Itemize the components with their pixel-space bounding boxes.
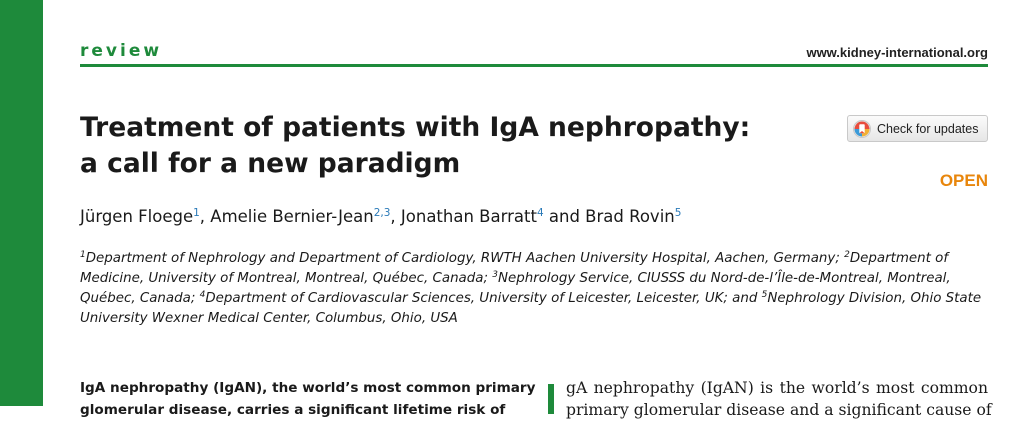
affiliation-ref[interactable]: 2,3	[373, 207, 391, 219]
check-for-updates-label: Check for updates	[877, 121, 979, 136]
affiliation-line	[80, 269, 990, 289]
affiliations	[80, 249, 990, 329]
journal-side-bar	[0, 0, 43, 406]
affiliation-text: Department of Cardiovascular Sciences, University of Leicester, Leicester, UK; and	[205, 291, 762, 306]
abstract-line: glomerular disease, carries a significant lifetime risk of	[80, 402, 506, 418]
author-name[interactable]: Jonathan Barratt	[400, 207, 537, 226]
affiliation-number: 2	[844, 250, 850, 260]
article-title	[80, 110, 780, 182]
author-name[interactable]: Amelie Bernier-Jean	[210, 207, 374, 226]
author-name[interactable]: Jürgen Floege	[80, 207, 194, 226]
section-label: review	[80, 41, 163, 61]
author-separator: and	[543, 207, 586, 226]
author-separator: ,	[199, 207, 211, 226]
affiliation-text: Medicine, University of Montreal, Montreal, Québec, Canada;	[80, 271, 493, 286]
affiliation-number: 4	[199, 290, 206, 300]
author-separator: ,	[390, 207, 401, 226]
title-line: a call for a new paradigm	[80, 148, 461, 179]
affiliation-ref[interactable]: 5	[674, 207, 682, 219]
author-name[interactable]: Brad Rovin	[585, 207, 675, 226]
body-line: gA nephropathy (IgAN) is the world’s most common	[566, 379, 988, 397]
journal-url[interactable]: www.kidney-international.org	[806, 45, 988, 60]
affiliation-ref[interactable]: 4	[536, 207, 544, 219]
affiliation-line	[80, 249, 990, 269]
affiliation-ref[interactable]: 1	[193, 207, 200, 219]
abstract	[80, 377, 536, 421]
affiliation-text: Department of	[849, 251, 949, 266]
affiliation-number: 3	[492, 270, 498, 280]
affiliation-line	[80, 309, 990, 329]
body-line: primary glomerular disease and a significant cause of	[566, 401, 992, 419]
affiliation-text: Québec, Canada;	[80, 291, 200, 306]
affiliation-text: Department of Nephrology and Department of Cardiology, RWTH Aachen University Hospital, Aachen, Germany;	[85, 251, 845, 266]
open-access-badge: OPEN	[939, 171, 988, 190]
drop-cap-i	[548, 384, 554, 414]
affiliation-number: 1	[80, 250, 86, 260]
check-for-updates-button[interactable]	[847, 115, 988, 142]
title-line: Treatment of patients with IgA nephropathy:	[80, 112, 751, 143]
affiliation-line	[80, 289, 990, 309]
author-list	[80, 207, 681, 226]
crossmark-icon	[853, 120, 871, 138]
affiliation-text: Nephrology Service, CIUSSS du Nord-de-l’Île-de-Montreal, Montreal,	[497, 271, 951, 286]
affiliation-text: Nephrology Division, Ohio State	[767, 291, 982, 306]
header-rule	[80, 64, 988, 67]
affiliation-number: 5	[761, 290, 768, 300]
abstract-line: IgA nephropathy (IgAN), the world’s most common primary	[80, 380, 536, 396]
body-text	[566, 377, 992, 421]
affiliation-text: University Wexner Medical Center, Columbus, Ohio, USA	[80, 311, 458, 326]
